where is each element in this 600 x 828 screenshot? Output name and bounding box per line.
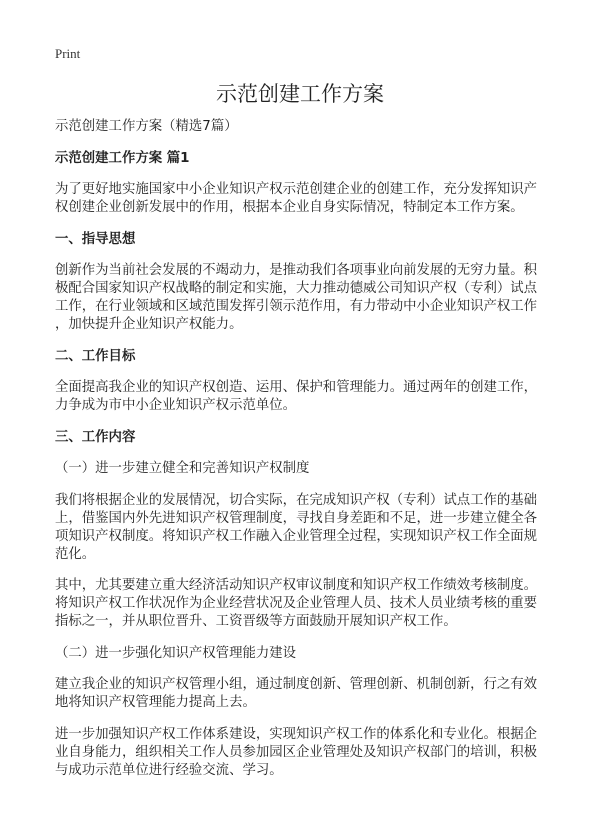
article-heading: 示范创建工作方案 篇1 — [55, 150, 190, 166]
section2-heading: 二、工作目标 — [55, 348, 136, 364]
subsection1-paragraph1 — [55, 492, 555, 564]
section1-paragraph — [55, 262, 555, 334]
subsection2-paragraph1 — [55, 676, 555, 712]
text-line: 全面提高我企业的知识产权创造、运用、保护和管理能力。通过两年的创建工作， — [55, 380, 538, 395]
text-line: 业自身能力，组织相关工作人员参加园区企业管理处及知识产权部门的培训，积极 — [55, 744, 538, 760]
subsection2-heading: （二）进一步强化知识产权管理能力建设 — [55, 645, 297, 661]
subsection2-paragraph2 — [55, 726, 555, 780]
subtitle: 示范创建工作方案（精选7篇） — [55, 119, 238, 134]
text-line: 与成功示范单位进行经验交流、学习。 — [55, 762, 283, 778]
text-line: 指标之一，并从职位晋升、工资晋级等方面鼓励开展知识产权工作。 — [55, 614, 457, 629]
text-line: 上，借鉴国内外先进知识产权管理制度，寻找自身差距和不足，进一步建立健全各 — [55, 510, 538, 526]
text-line: 进一步加强知识产权工作体系建设，实现知识产权工作的体系化和专业化。根据企 — [55, 726, 538, 742]
text-line: 为了更好地实施国家中小企业知识产权示范创建企业的创建工作，充分发挥知识产 — [55, 182, 538, 197]
subsection1-paragraph2 — [55, 577, 555, 631]
text-line: 其中，尤其要建立重大经济活动知识产权审议制度和知识产权工作绩效考核制度。 — [55, 578, 538, 593]
intro-paragraph — [55, 181, 555, 217]
text-line: 建立我企业的知识产权管理小组，通过制度创新、管理创新、机制创新，行之有效 — [55, 677, 538, 692]
subsection1-heading: （一）进一步建立健全和完善知识产权制度 — [55, 461, 310, 476]
text-line: 项知识产权制度。将知识产权工作融入企业管理全过程，实现知识产权工作全面规 — [55, 528, 538, 544]
document-body — [55, 118, 555, 793]
text-line: 地将知识产权管理能力提高上去。 — [55, 695, 256, 710]
text-line: 创新作为当前社会发展的不竭动力，是推动我们各项事业向前发展的无穷力量。积 — [55, 263, 538, 278]
text-line: 范化。 — [55, 546, 96, 562]
text-line: 将知识产权工作状况作为企业经营状况及企业管理人员、技术人员业绩考核的重要 — [55, 596, 538, 611]
page-title: 示范创建工作方案 — [216, 82, 384, 106]
text-line: 极配合国家知识产权战略的制定和实施，大力推动德威公司知识产权（专利）试点 — [55, 281, 538, 296]
section2-paragraph — [55, 379, 555, 415]
text-line: 力争成为市中小企业知识产权示范单位。 — [55, 398, 297, 413]
text-line: 权创建企业创新发展中的作用，根据本企业自身实际情况，特制定本工作方案。 — [55, 200, 524, 215]
print-link[interactable]: Print — [55, 46, 81, 61]
text-line: ，加快提升企业知识产权能力。 — [55, 317, 243, 332]
section1-heading: 一、指导思想 — [55, 231, 136, 247]
section3-heading: 三、工作内容 — [55, 429, 136, 445]
text-line: 工作，在行业领域和区域范围发挥引领示范作用，有力带动中小企业知识产权工作 — [55, 299, 538, 314]
text-line: 我们将根据企业的发展情况，切合实际，在完成知识产权（专利）试点工作的基础 — [55, 492, 538, 508]
